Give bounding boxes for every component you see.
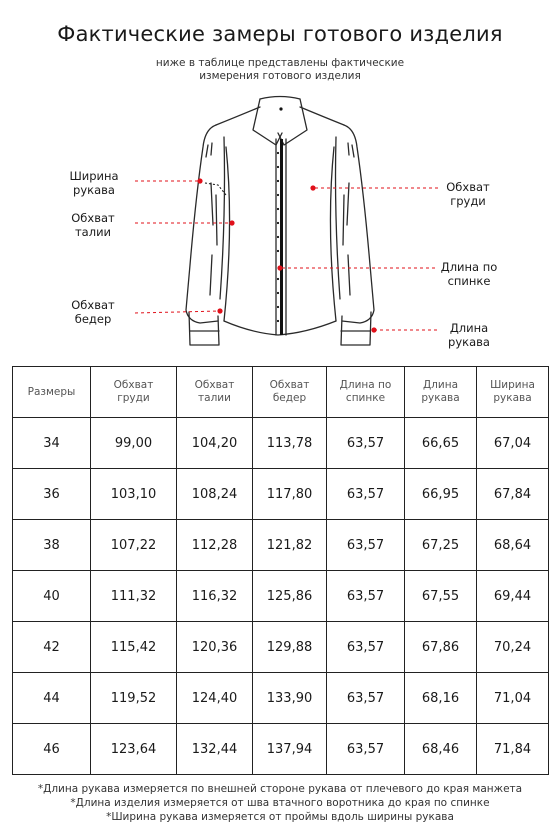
cell-sleeve-width: 71,84 — [477, 724, 549, 775]
cell-sleeve-width: 67,04 — [477, 418, 549, 469]
cell-size: 36 — [13, 469, 91, 520]
header-sleeve-width: Ширина рукава — [477, 367, 549, 418]
cell-chest: 107,22 — [91, 520, 177, 571]
measurements-table — [12, 366, 549, 775]
cell-back-length: 63,57 — [327, 622, 405, 673]
cell-hips: 137,94 — [253, 724, 327, 775]
table-row — [13, 520, 549, 571]
cell-chest: 123,64 — [91, 724, 177, 775]
cell-sleeve-width: 68,64 — [477, 520, 549, 571]
cell-size: 42 — [13, 622, 91, 673]
hips-line — [135, 311, 220, 313]
cell-size: 34 — [13, 418, 91, 469]
cell-back-length: 63,57 — [327, 418, 405, 469]
cell-hips: 125,86 — [253, 571, 327, 622]
cell-sleeve-length: 67,86 — [405, 622, 477, 673]
cell-back-length: 63,57 — [327, 469, 405, 520]
cell-sleeve-width: 71,04 — [477, 673, 549, 724]
cell-chest: 103,10 — [91, 469, 177, 520]
sleeve-left-gather — [206, 143, 212, 157]
header-waist: Обхват талии — [177, 367, 253, 418]
cell-back-length: 63,57 — [327, 724, 405, 775]
table-row — [13, 418, 549, 469]
cell-sleeve-width: 69,44 — [477, 571, 549, 622]
cell-hips: 121,82 — [253, 520, 327, 571]
collar-back — [260, 97, 300, 100]
label-sleeve-length: Длина рукава — [448, 321, 490, 349]
sleeve-left-inner — [220, 137, 225, 299]
shoulder-left — [216, 107, 260, 125]
cell-back-length: 63,57 — [327, 571, 405, 622]
header-back-length: Длина по спинке — [327, 367, 405, 418]
cell-size: 40 — [13, 571, 91, 622]
label-hips: Обхват бедер — [71, 298, 115, 326]
table-row — [13, 571, 549, 622]
sleeve-right-folds — [343, 183, 350, 295]
collar-right — [278, 99, 307, 145]
table-row — [13, 673, 549, 724]
footnote-sleeve-width: *Ширина рукава измеряется от проймы вдоль ширины рукава — [106, 811, 454, 823]
cell-waist: 104,20 — [177, 418, 253, 469]
cell-chest: 115,42 — [91, 622, 177, 673]
cell-size: 46 — [13, 724, 91, 775]
footnotes — [0, 782, 560, 824]
header-hips: Обхват бедер — [253, 367, 327, 418]
chest-point — [310, 185, 315, 190]
subtitle-line-1: ниже в таблице представлены фактические — [155, 57, 405, 69]
cell-back-length: 63,57 — [327, 520, 405, 571]
collar-left — [253, 99, 282, 145]
cell-chest: 111,32 — [91, 571, 177, 622]
label-sleeve-width: Ширина рукава — [69, 169, 119, 197]
cell-waist: 116,32 — [177, 571, 253, 622]
cell-sleeve-length: 68,16 — [405, 673, 477, 724]
sleeve-right-gather — [348, 143, 354, 157]
placket-band — [280, 139, 283, 335]
shoulder-right — [300, 107, 344, 125]
cell-waist: 132,44 — [177, 724, 253, 775]
cell-sleeve-length: 67,25 — [405, 520, 477, 571]
footnote-sleeve-length: *Длина рукава измеряется по внешней стороне рукава от плечевого до края манжета — [37, 783, 523, 795]
sleeve-left-folds — [210, 183, 217, 295]
page-subtitle — [0, 57, 560, 83]
sleeve-length-point — [371, 327, 376, 332]
cell-size: 44 — [13, 673, 91, 724]
cell-hips: 133,90 — [253, 673, 327, 724]
cell-sleeve-width: 70,24 — [477, 622, 549, 673]
table-row — [13, 622, 549, 673]
footnote-garment-length: *Длина изделия измеряется от шва втачного воротника до края по спинке — [70, 797, 490, 809]
header-chest: Обхват груди — [91, 367, 177, 418]
cell-sleeve-length: 66,65 — [405, 418, 477, 469]
shirt-diagram — [0, 85, 560, 360]
cell-hips: 113,78 — [253, 418, 327, 469]
back-length-point — [277, 265, 282, 270]
cell-sleeve-length: 67,55 — [405, 571, 477, 622]
cell-hips: 117,80 — [253, 469, 327, 520]
page-title: Фактические замеры готового изделия — [57, 22, 503, 46]
cell-chest: 119,52 — [91, 673, 177, 724]
cell-chest: 99,00 — [91, 418, 177, 469]
label-chest: Обхват груди — [446, 180, 490, 208]
cell-hips: 129,88 — [253, 622, 327, 673]
cell-waist: 108,24 — [177, 469, 253, 520]
label-back-length: Длина по спинке — [440, 260, 498, 288]
hips-point — [217, 308, 222, 313]
cell-sleeve-length: 68,46 — [405, 724, 477, 775]
sleeve-width-guide — [205, 183, 226, 195]
label-waist: Обхват талии — [71, 211, 115, 239]
sleeve-right-inner — [336, 137, 341, 299]
cell-back-length: 63,57 — [327, 673, 405, 724]
subtitle-line-2: измерения готового изделия — [199, 70, 361, 82]
cuff-right — [341, 312, 371, 345]
cell-waist: 124,40 — [177, 673, 253, 724]
sleeve-width-point — [197, 178, 202, 183]
waist-point — [229, 220, 234, 225]
cell-waist: 120,36 — [177, 622, 253, 673]
cell-waist: 112,28 — [177, 520, 253, 571]
cell-sleeve-length: 66,95 — [405, 469, 477, 520]
table-header-row — [13, 367, 549, 418]
header-sleeve-length: Длина рукава — [405, 367, 477, 418]
table-row — [13, 469, 549, 520]
cell-size: 38 — [13, 520, 91, 571]
header-size: Размеры — [13, 367, 91, 418]
table-row — [13, 724, 549, 775]
cuff-left — [189, 312, 219, 345]
cell-sleeve-width: 67,84 — [477, 469, 549, 520]
